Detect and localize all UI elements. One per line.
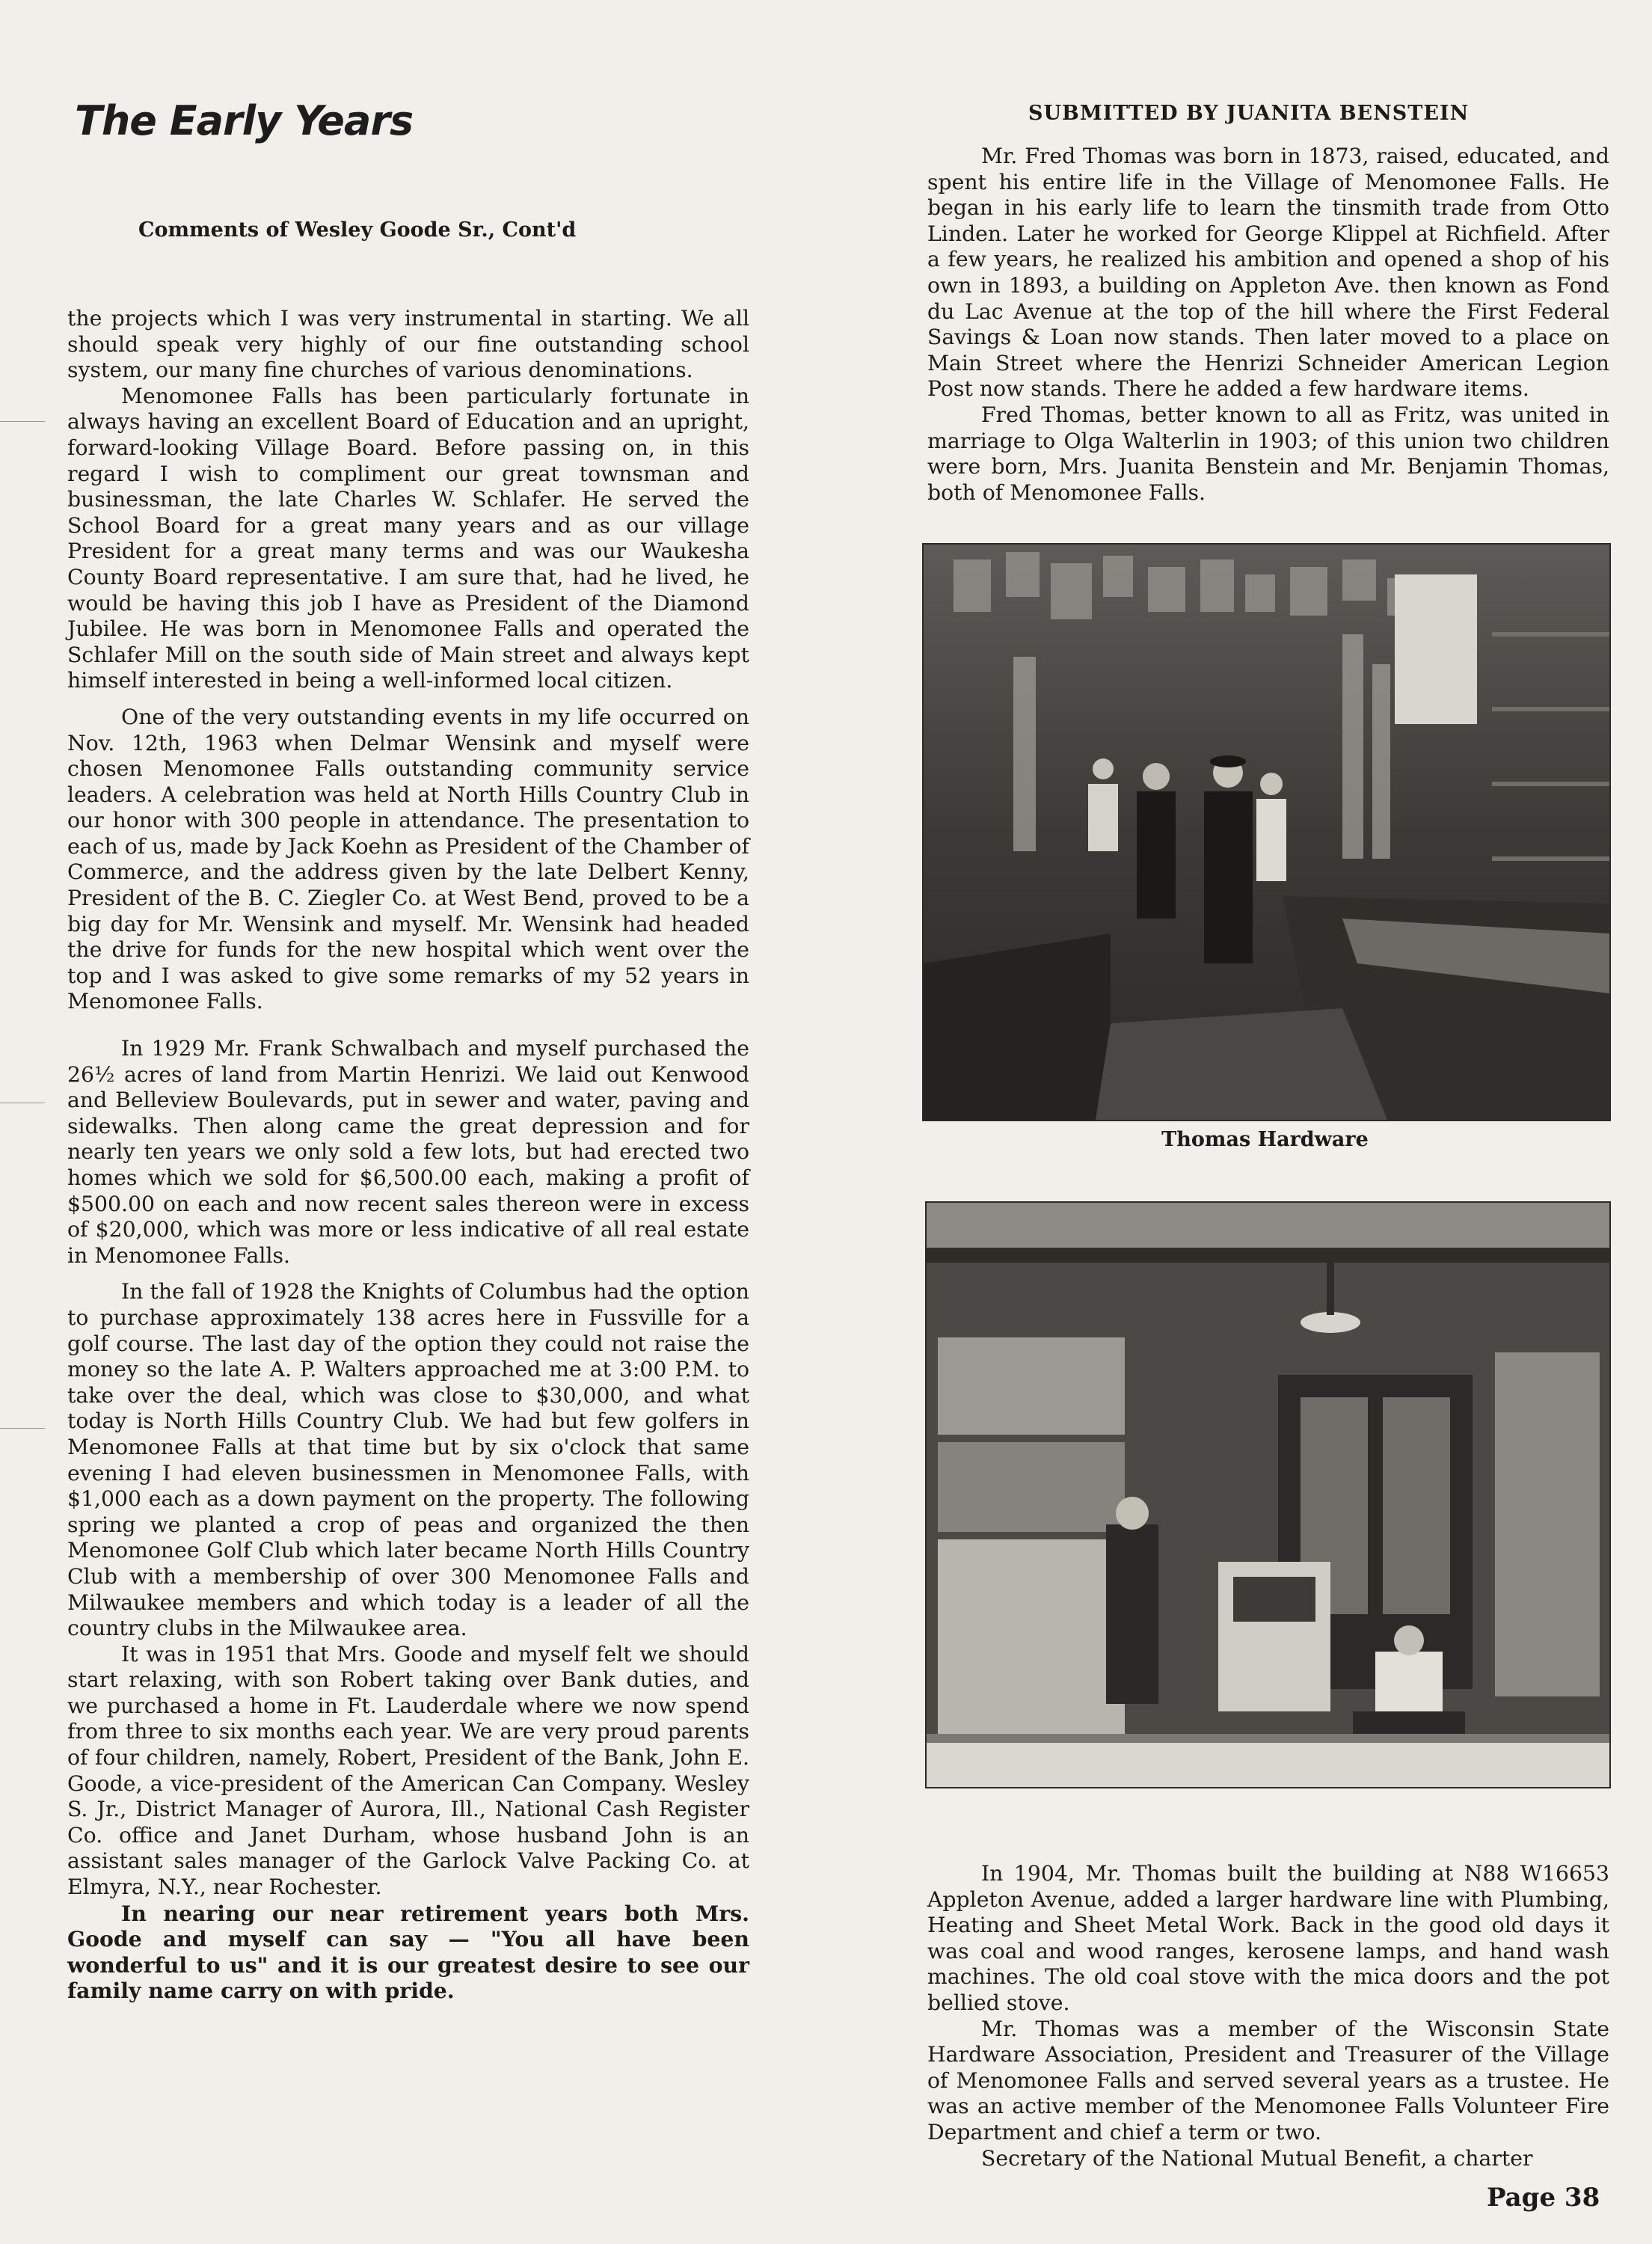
storefront-photo xyxy=(925,1201,1611,1788)
paragraph: Mr. Fred Thomas was born in 1873, raised, educated, and spent his entire life in the Village of Menomonee Falls. He began in his early life to learn the tinsmith trade from Otto Linden. Later he worked for George Klippel at Richfield. After a few years, he realized his ambition and opened a shop of his own in 1893, a building on Appleton Ave. then known as Fond du Lac Avenue at the top of the hill where the First Federal Savings & Loan now stands. Then later moved to a place on Main Street where the Henrizi Schneider American Legion Post now stands. There he added a few hardware items. xyxy=(927,144,1609,402)
paragraph: In 1904, Mr. Thomas built the building at N88 W16653 Appleton Avenue, added a larger hardware line with Plumbing, Heating and Sheet Metal Work. Back in the good old days it was coal and wood ranges, kerosene lamps, and hand wash machines. The old coal stove with the mica doors and the pot bellied stove. xyxy=(927,1861,1609,2015)
photo-caption: Thomas Hardware xyxy=(1161,1128,1369,1151)
right-column-top-text xyxy=(927,144,1609,506)
margin-mark xyxy=(0,1428,45,1429)
paragraph: In 1929 Mr. Frank Schwalbach and myself purchased the 26½ acres of land from Martin Henrizi. We laid out Kenwood and Belleview Boulevards, put in sewer and water, paving and sidewalks. Then along came the great depression and for nearly ten years we only sold a few lots, but had erected two homes which we sold for $6,500.00 each, making a profit of $500.00 on each and now recent sales thereon were in excess of $20,000, which was more or less indicative of all real estate in Menomonee Falls. xyxy=(67,1036,749,1268)
right-column-bottom-text xyxy=(927,1861,1609,2171)
store-interior-image xyxy=(924,545,1609,1120)
store-interior-photo xyxy=(922,543,1611,1121)
paragraph: One of the very outstanding events in my life occurred on Nov. 12th, 1963 when Delmar Wensink and myself were chosen Menomonee Falls outstanding community service leaders. A celebration was held at North Hills Country Club in our honor with 300 people in attendance. The presentation to each of us, made by Jack Koehn as President of the Chamber of Commerce, and the address given by the late Delbert Kenny, President of the B. C. Ziegler Co. at West Bend, proved to be a big day for Mr. Wensink and myself. Mr. Wensink had headed the drive for funds for the new hospital which went over the top and I was asked to give some remarks of my 52 years in Menomonee Falls. xyxy=(67,704,749,1014)
byline: SUBMITTED BY JUANITA BENSTEIN xyxy=(1028,102,1470,125)
left-column-text xyxy=(67,306,749,2004)
section-title: The Early Years xyxy=(75,97,414,144)
margin-mark xyxy=(0,421,45,422)
paragraph: Secretary of the National Mutual Benefit, a charter xyxy=(981,2145,1533,2171)
paragraph: In the fall of 1928 the Knights of Columbus had the option to purchase approximately 138 acres here in Fussville for a golf course. The last day of the option they could not raise the money so the late A. P. Walters approached me at 3:00 P.M. to take over the deal, which was close to $30,000, and what today is North Hills Country Club. We had but few golfers in Menomonee Falls at that time but by six o'clock that same evening I had eleven businessmen in Menomonee Falls, with $1,000 each as a down payment on the property. The following spring we planted a crop of peas and organized the then Menomonee Golf Club which later became North Hills Country Club with a membership of over 300 Menomonee Falls and Milwaukee members and which today is a leader of all the country clubs in the Milwaukee area. xyxy=(67,1279,749,1641)
paragraph: In nearing our near retirement years both Mrs. Goode and myself can say — "You all have been wonderful to us" and it is our greatest desire to see our family name carry on with pride. xyxy=(67,1900,749,2004)
paragraph: the projects which I was very instrumental in starting. We all should speak very highly of our fine outstanding school system, our many fine churches of various denominations. xyxy=(67,306,749,383)
paragraph: It was in 1951 that Mrs. Goode and myself felt we should start relaxing, with son Robert taking over Bank duties, and we purchased a home in Ft. Lauderdale where we now spend from three to six months each year. We are very proud parents of four children, namely, Robert, President of the Bank, John E. Goode, a vice-president of the American Can Company. Wesley S. Jr., District Manager of Aurora, Ill., National Cash Register Co. office and Janet Durham, whose husband John is an assistant sales manager of the Garlock Valve Packing Co. at Elmyra, N.Y., near Rochester. xyxy=(67,1641,749,1900)
paragraph: Fred Thomas, better known to all as Fritz, was united in marriage to Olga Walterlin in 1903; of this union two children were born, Mrs. Juanita Benstein and Mr. Benjamin Thomas, both of Menomonee Falls. xyxy=(927,402,1609,505)
left-column-subtitle: Comments of Wesley Goode Sr., Cont'd xyxy=(138,218,577,242)
storefront-image xyxy=(927,1203,1609,1787)
page-number: Page 38 xyxy=(1487,2183,1600,2213)
paragraph: Mr. Thomas was a member of the Wisconsin State Hardware Association, President and Treasurer of the Village of Menomonee Falls and served several years as a trustee. He was an active member of the Menomonee Falls Volunteer Fire Department and chief a term or two. xyxy=(927,2016,1609,2145)
paragraph: Menomonee Falls has been particularly fortunate in always having an excellent Board of Education and an upright, forward-looking Village Board. Before passing on, in this regard I wish to compliment our great townsman and businessman, the late Charles W. Schlafer. He served the School Board for a great many years and as our village President for a great many terms and was our Waukesha County Board representative. I am sure that, had he lived, he would be having this job I have as President of the Diamond Jubilee. He was born in Menomonee Falls and operated the Schlafer Mill on the south side of Main street and always kept himself interested in being a well-informed local citizen. xyxy=(67,383,749,693)
